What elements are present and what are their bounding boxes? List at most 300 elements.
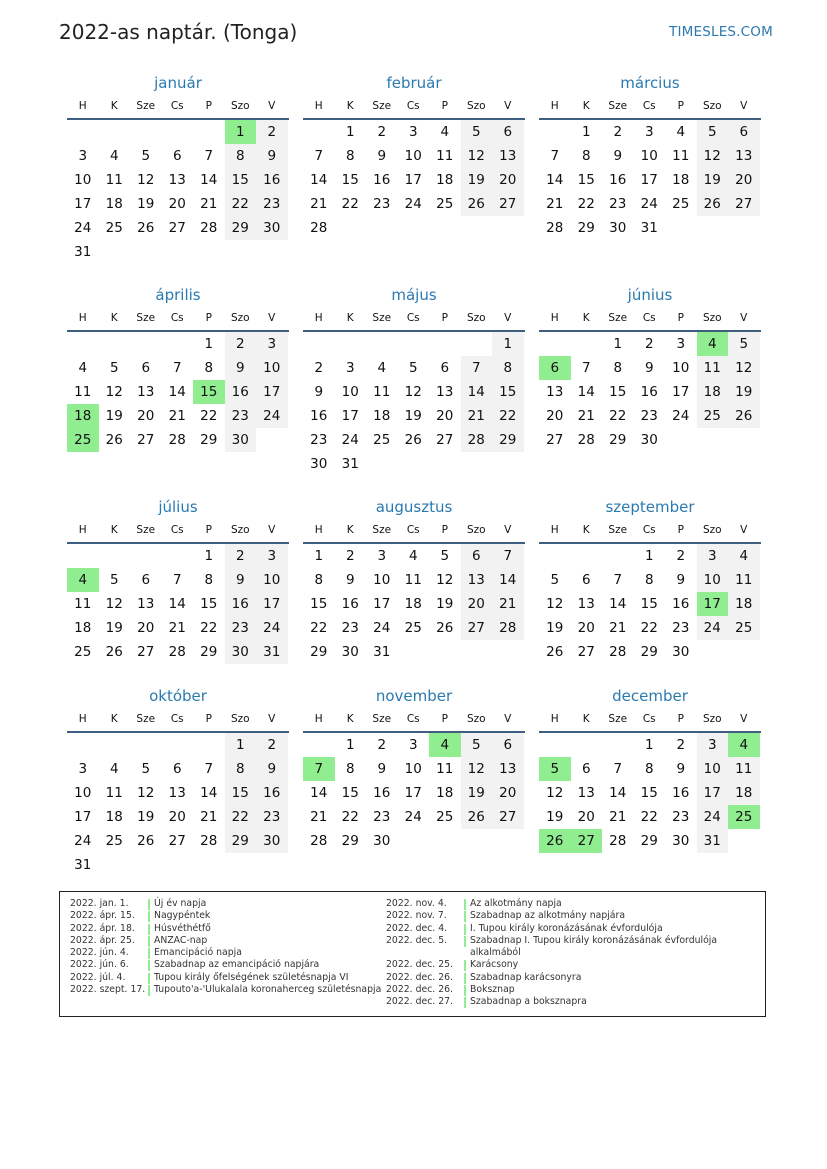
day-cell: 24 (74, 220, 92, 236)
weekday-label: V (504, 312, 512, 324)
legend-date: 2022. nov. 7. (386, 910, 447, 922)
day-cell: 31 (697, 829, 729, 853)
day-cell: 6 (440, 360, 450, 376)
legend-holiday-name: Húsvéthétfő (154, 922, 211, 934)
day-cell: 9 (377, 761, 387, 777)
weekday-label: Cs (170, 312, 184, 324)
day-cell: 23 (672, 620, 690, 636)
holiday-marker (148, 985, 150, 996)
day-cell: 29 (640, 833, 658, 849)
day-cell: 16 (672, 785, 690, 801)
day-cell: 29 (200, 644, 218, 660)
day-cell: 6 (581, 761, 591, 777)
day-cell: 9 (345, 572, 355, 588)
weekday-label: Cs (406, 524, 420, 536)
weekday-label: Szo (702, 524, 722, 536)
day-cell: 8 (492, 356, 524, 380)
holiday-marker (148, 960, 150, 971)
holiday-day-cell: 7 (303, 757, 335, 781)
day-cell: 25 (74, 644, 92, 660)
day-cell: 29 (225, 216, 257, 240)
day-cell: 1 (644, 737, 654, 753)
empty-cell (303, 120, 335, 144)
day-cell: 22 (577, 196, 595, 212)
day-cell: 25 (404, 620, 422, 636)
day-cell: 2 (377, 737, 387, 753)
weekday-label: Szo (230, 524, 250, 536)
month-3 (539, 71, 761, 240)
day-cell: 25 (105, 833, 123, 849)
day-cell: 31 (640, 220, 658, 236)
empty-cell (67, 120, 99, 144)
empty-cell (67, 733, 99, 757)
month-6 (539, 283, 761, 452)
day-cell: 20 (137, 620, 155, 636)
legend-holiday-name: alkalmából (470, 947, 521, 959)
day-cell: 2 (676, 737, 686, 753)
legend-date: 2022. szept. 17. (70, 984, 146, 996)
day-cell: 26 (461, 192, 493, 216)
weekday-label: K (346, 524, 354, 536)
weekday-label: Sze (372, 100, 392, 112)
day-cell: 3 (377, 548, 387, 564)
holiday-marker (464, 899, 466, 910)
day-cell: 12 (728, 356, 760, 380)
empty-cell (539, 544, 571, 568)
day-cell: 22 (640, 620, 658, 636)
day-cell: 28 (609, 833, 627, 849)
day-cell: 17 (404, 785, 422, 801)
day-cell: 4 (377, 360, 387, 376)
weekday-label: P (441, 100, 448, 112)
holiday-day-cell: 6 (539, 356, 571, 380)
day-cell: 10 (256, 568, 288, 592)
day-cell: 7 (581, 360, 591, 376)
legend-holiday-name: Tupouto'a-'Ulukalala koronaherceg születésnapja (154, 984, 382, 996)
weekday-label: V (740, 100, 748, 112)
weekday-label: H (78, 524, 87, 536)
day-cell: 9 (613, 148, 623, 164)
day-cell: 29 (341, 833, 359, 849)
day-cell: 26 (697, 192, 729, 216)
day-cell: 18 (74, 620, 92, 636)
weekday-label: K (110, 713, 118, 725)
day-cell: 4 (109, 148, 119, 164)
day-cell: 18 (697, 380, 729, 404)
day-cell: 4 (109, 761, 119, 777)
month-2 (303, 71, 525, 240)
day-cell: 1 (204, 548, 214, 564)
day-cell: 12 (137, 172, 155, 188)
weekday-label: Sze (608, 100, 628, 112)
empty-cell (67, 332, 99, 356)
day-cell: 1 (314, 548, 324, 564)
holiday-marker (148, 899, 150, 910)
day-cell: 10 (697, 757, 729, 781)
weekday-label: H (78, 100, 87, 112)
weekday-label: Szo (702, 100, 722, 112)
day-cell: 5 (440, 548, 450, 564)
day-cell: 13 (137, 384, 155, 400)
day-cell: 24 (697, 805, 729, 829)
day-cell: 24 (341, 432, 359, 448)
day-cell: 7 (492, 544, 524, 568)
day-cell: 13 (168, 172, 186, 188)
day-cell: 8 (613, 360, 623, 376)
weekday-label: Sze (608, 524, 628, 536)
month-name: november (375, 687, 453, 705)
weekday-label: K (346, 312, 354, 324)
empty-cell (99, 544, 131, 568)
weekday-label: Sze (372, 713, 392, 725)
day-cell: 16 (373, 172, 391, 188)
weekday-label: Cs (406, 100, 420, 112)
day-cell: 15 (609, 384, 627, 400)
weekday-label: H (314, 713, 323, 725)
day-grid (539, 332, 761, 452)
day-cell: 16 (310, 408, 328, 424)
weekday-header (67, 307, 289, 332)
holiday-marker (464, 911, 466, 922)
legend-date: 2022. dec. 4. (386, 922, 448, 934)
weekday-label: P (205, 312, 212, 324)
day-cell: 24 (697, 616, 729, 640)
day-cell: 18 (728, 592, 760, 616)
day-cell: 11 (436, 148, 454, 164)
day-cell: 16 (256, 168, 288, 192)
day-cell: 15 (640, 596, 658, 612)
day-cell: 9 (644, 360, 654, 376)
day-cell: 16 (640, 384, 658, 400)
day-cell: 6 (172, 761, 182, 777)
day-cell: 19 (105, 408, 123, 424)
day-cell: 23 (373, 809, 391, 825)
empty-cell (162, 733, 194, 757)
day-cell: 13 (577, 785, 595, 801)
day-cell: 11 (697, 356, 729, 380)
day-cell: 5 (550, 572, 560, 588)
day-cell: 10 (697, 568, 729, 592)
day-cell: 30 (310, 456, 328, 472)
day-cell: 29 (609, 432, 627, 448)
legend-holiday-name: Tupou király őfelségének születésnapja VI (154, 971, 349, 983)
page-title: 2022-as naptár. (Tonga) (59, 20, 298, 44)
day-cell: 4 (728, 544, 760, 568)
weekday-label: Sze (136, 524, 156, 536)
day-cell: 2 (256, 733, 288, 757)
day-cell: 14 (546, 172, 564, 188)
day-cell: 18 (373, 408, 391, 424)
weekday-label: Cs (406, 713, 420, 725)
weekday-label: K (346, 100, 354, 112)
day-grid (539, 120, 761, 240)
day-cell: 28 (546, 220, 564, 236)
day-cell: 28 (461, 428, 493, 452)
weekday-label: H (314, 100, 323, 112)
day-cell: 14 (168, 596, 186, 612)
day-cell: 27 (546, 432, 564, 448)
day-cell: 6 (461, 544, 493, 568)
holiday-marker (148, 948, 150, 959)
day-cell: 10 (74, 172, 92, 188)
empty-cell (571, 544, 603, 568)
empty-cell (335, 332, 367, 356)
day-cell: 22 (200, 408, 218, 424)
day-cell: 18 (404, 596, 422, 612)
day-cell: 20 (492, 168, 524, 192)
day-cell: 6 (492, 733, 524, 757)
day-cell: 13 (728, 144, 760, 168)
weekday-label: Cs (170, 100, 184, 112)
day-cell: 20 (436, 408, 454, 424)
day-cell: 28 (200, 220, 218, 236)
day-cell: 21 (609, 809, 627, 825)
day-cell: 26 (137, 833, 155, 849)
day-cell: 14 (200, 785, 218, 801)
weekday-label: H (550, 713, 559, 725)
day-cell: 12 (404, 384, 422, 400)
legend-holiday-name: Boksznap (470, 984, 515, 996)
day-cell: 13 (492, 757, 524, 781)
day-cell: 30 (225, 640, 257, 664)
empty-cell (162, 332, 194, 356)
day-cell: 27 (728, 192, 760, 216)
weekday-label: V (740, 713, 748, 725)
day-cell: 2 (314, 360, 324, 376)
day-cell: 21 (310, 196, 328, 212)
empty-cell (571, 733, 603, 757)
day-cell: 7 (613, 572, 623, 588)
day-cell: 10 (341, 384, 359, 400)
weekday-label: V (504, 713, 512, 725)
day-cell: 18 (436, 172, 454, 188)
day-cell: 28 (200, 833, 218, 849)
day-cell: 24 (256, 404, 288, 428)
day-cell: 21 (546, 196, 564, 212)
day-cell: 19 (137, 809, 155, 825)
day-cell: 21 (577, 408, 595, 424)
day-cell: 27 (577, 644, 595, 660)
weekday-label: Cs (642, 713, 656, 725)
day-cell: 11 (105, 785, 123, 801)
weekday-label: H (550, 524, 559, 536)
day-cell: 20 (461, 592, 493, 616)
day-cell: 22 (200, 620, 218, 636)
day-cell: 6 (728, 120, 760, 144)
holiday-marker (148, 911, 150, 922)
day-cell: 24 (672, 408, 690, 424)
empty-cell (303, 733, 335, 757)
day-cell: 10 (640, 148, 658, 164)
day-cell: 11 (672, 148, 690, 164)
weekday-label: Szo (230, 713, 250, 725)
holiday-marker (464, 960, 466, 971)
month-name: szeptember (605, 498, 695, 516)
legend-holiday-name: Szabadnap az alkotmány napjára (470, 910, 626, 922)
day-cell: 7 (204, 148, 214, 164)
day-cell: 1 (345, 737, 355, 753)
day-cell: 17 (74, 809, 92, 825)
day-cell: 2 (676, 548, 686, 564)
day-cell: 2 (225, 544, 257, 568)
holiday-marker (464, 985, 466, 996)
day-cell: 30 (640, 432, 658, 448)
day-cell: 22 (341, 809, 359, 825)
month-name: augusztus (375, 498, 453, 516)
day-cell: 14 (492, 568, 524, 592)
weekday-label: Sze (136, 713, 156, 725)
day-cell: 27 (168, 833, 186, 849)
legend-date: 2022. jún. 6. (70, 959, 129, 971)
day-cell: 16 (373, 785, 391, 801)
day-cell: 7 (172, 572, 182, 588)
empty-cell (602, 733, 634, 757)
empty-cell (99, 332, 131, 356)
day-cell: 16 (341, 596, 359, 612)
empty-cell (130, 332, 162, 356)
day-cell: 1 (345, 124, 355, 140)
legend-date: 2022. nov. 4. (386, 898, 447, 909)
day-cell: 21 (168, 620, 186, 636)
legend-holiday-name: I. Tupou király koronázásának évfordulója (470, 922, 663, 934)
day-cell: 3 (697, 733, 729, 757)
holiday-marker (148, 924, 150, 935)
day-cell: 8 (204, 572, 214, 588)
day-cell: 21 (200, 809, 218, 825)
day-cell: 28 (310, 833, 328, 849)
day-cell: 20 (168, 196, 186, 212)
day-cell: 24 (640, 196, 658, 212)
day-cell: 8 (314, 572, 324, 588)
weekday-header (67, 519, 289, 544)
day-cell: 3 (408, 124, 418, 140)
empty-cell (130, 733, 162, 757)
day-grid (67, 332, 289, 452)
weekday-label: P (677, 524, 684, 536)
weekday-label: K (582, 312, 590, 324)
weekday-label: V (268, 100, 276, 112)
day-cell: 18 (105, 809, 123, 825)
day-cell: 5 (109, 360, 119, 376)
empty-cell (162, 120, 194, 144)
day-cell: 12 (546, 596, 564, 612)
day-cell: 14 (609, 785, 627, 801)
weekday-label: P (677, 100, 684, 112)
day-cell: 7 (172, 360, 182, 376)
holiday-day-cell: 4 (67, 568, 99, 592)
day-cell: 30 (341, 644, 359, 660)
day-cell: 9 (676, 761, 686, 777)
day-cell: 1 (581, 124, 591, 140)
weekday-header (539, 95, 761, 120)
day-cell: 10 (256, 356, 288, 380)
weekday-label: Szo (466, 524, 486, 536)
day-cell: 23 (341, 620, 359, 636)
weekday-label: Sze (608, 312, 628, 324)
legend-date: 2022. dec. 26. (386, 971, 453, 983)
day-cell: 1 (204, 336, 214, 352)
weekday-header (303, 95, 525, 120)
day-cell: 9 (225, 356, 257, 380)
weekday-label: Szo (702, 312, 722, 324)
weekday-label: V (268, 713, 276, 725)
empty-cell (571, 332, 603, 356)
day-cell: 29 (310, 644, 328, 660)
day-cell: 17 (341, 408, 359, 424)
day-cell: 31 (256, 640, 288, 664)
month-1 (67, 71, 289, 264)
brand-logo-link[interactable]: TIMESLES.COM (669, 24, 773, 40)
weekday-label: Szo (466, 713, 486, 725)
day-cell: 13 (168, 785, 186, 801)
day-cell: 13 (137, 596, 155, 612)
day-cell: 23 (256, 192, 288, 216)
day-cell: 2 (345, 548, 355, 564)
holiday-day-cell: 1 (225, 120, 257, 144)
day-cell: 11 (436, 761, 454, 777)
day-cell: 24 (74, 833, 92, 849)
day-cell: 10 (74, 785, 92, 801)
day-grid (303, 332, 525, 476)
day-cell: 17 (640, 172, 658, 188)
day-cell: 15 (640, 785, 658, 801)
day-cell: 23 (256, 805, 288, 829)
day-cell: 28 (168, 432, 186, 448)
empty-cell (461, 332, 493, 356)
day-cell: 31 (74, 857, 92, 873)
day-cell: 14 (609, 596, 627, 612)
day-cell: 23 (225, 616, 257, 640)
day-cell: 29 (577, 220, 595, 236)
day-cell: 22 (640, 809, 658, 825)
day-cell: 17 (672, 384, 690, 400)
day-cell: 15 (492, 380, 524, 404)
month-name: március (620, 74, 680, 92)
day-cell: 11 (74, 384, 92, 400)
weekday-label: P (205, 524, 212, 536)
day-cell: 30 (373, 833, 391, 849)
day-cell: 27 (137, 644, 155, 660)
day-cell: 25 (436, 196, 454, 212)
day-cell: 8 (225, 144, 257, 168)
day-cell: 13 (577, 596, 595, 612)
day-cell: 23 (373, 196, 391, 212)
legend-date: 2022. jún. 4. (70, 947, 129, 959)
day-cell: 1 (225, 733, 257, 757)
day-cell: 11 (373, 384, 391, 400)
day-grid (303, 733, 525, 853)
weekday-label: P (677, 713, 684, 725)
weekday-label: Szo (466, 100, 486, 112)
month-8 (303, 495, 525, 664)
day-cell: 24 (404, 196, 422, 212)
month-name: június (627, 286, 673, 304)
day-cell: 8 (345, 761, 355, 777)
day-cell: 3 (256, 332, 288, 356)
day-cell: 14 (310, 785, 328, 801)
day-cell: 19 (105, 620, 123, 636)
holiday-day-cell: 25 (67, 428, 99, 452)
day-cell: 25 (105, 220, 123, 236)
empty-cell (539, 733, 571, 757)
weekday-label: P (441, 524, 448, 536)
holiday-day-cell: 15 (193, 380, 225, 404)
day-cell: 4 (408, 548, 418, 564)
weekday-label: H (314, 312, 323, 324)
day-cell: 28 (168, 644, 186, 660)
day-cell: 29 (225, 829, 257, 853)
weekday-label: V (740, 524, 748, 536)
